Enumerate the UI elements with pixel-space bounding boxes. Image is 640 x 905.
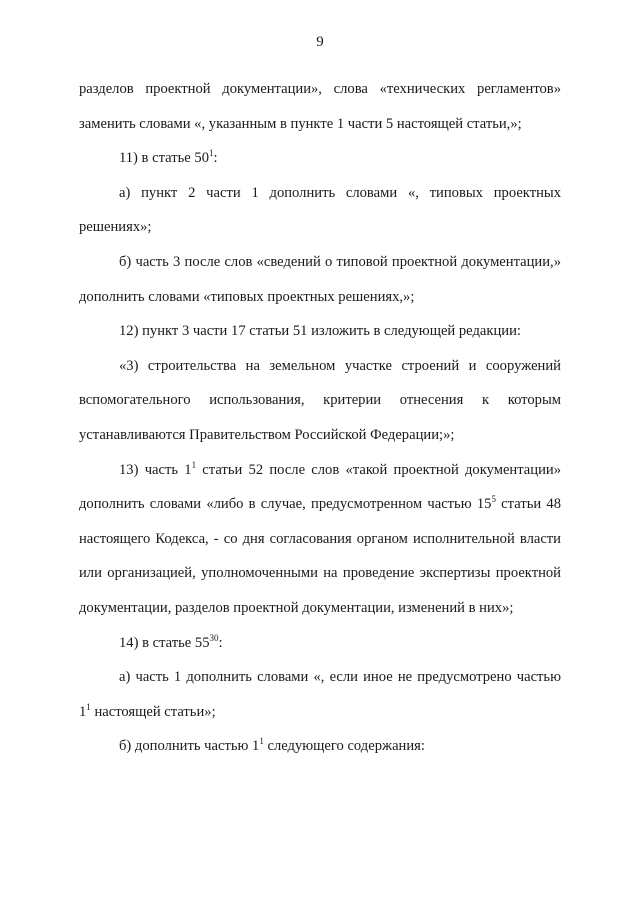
paragraph-item-14b: б) дополнить частью $1^1$ следующего содержания: xyxy=(119,736,425,755)
paragraph-item-11a: а) пункт 2 части 1 дополнить словами «, типовых проектных решениях»; xyxy=(79,184,561,236)
paragraph-1: разделов проектной документации», слова «технических регламентов» заменить словами «, указанным в пункте 1 части 5 настоящей статьи,»; xyxy=(79,81,561,132)
paragraph-item-11: 11) в статье $50^1$: xyxy=(119,148,218,167)
page-number: 9 xyxy=(316,34,324,50)
paragraph-item-12-text: «3) строительства на земельном участке строений и сооружений вспомогательного использования, критерии отнесения к которым устанавливаются Правительством Российской Федерации;»; xyxy=(79,357,561,443)
paragraph-item-14: 14) в статье $55^{30}$: xyxy=(119,632,223,651)
paragraph-item-11b: б) часть 3 после слов «сведений о типовой проектной документации,» дополнить словами «типовых проектных решениях,»; xyxy=(79,253,561,305)
paragraph-item-12: 12) пункт 3 части 17 статьи 51 изложить в следующей редакции: xyxy=(119,323,521,340)
document-body xyxy=(79,72,561,764)
paragraph-item-13: 13) часть $1^1$ статьи 52 после слов «такой проектной документации» дополнить словами «либо в случае, предусмотренном частью $15^5$ статьи 48 настоящего Кодекса, - со дня согласования органом исполнительной власти или организацией, уполномоченными на проведение экспертизы проектной документации, разделов проектной документации, изменений в них»; xyxy=(79,459,562,616)
paragraph-item-14a: а) часть 1 дополнить словами «, если иное не предусмотрено частью $1^1$ настоящей статьи»; xyxy=(79,669,561,720)
